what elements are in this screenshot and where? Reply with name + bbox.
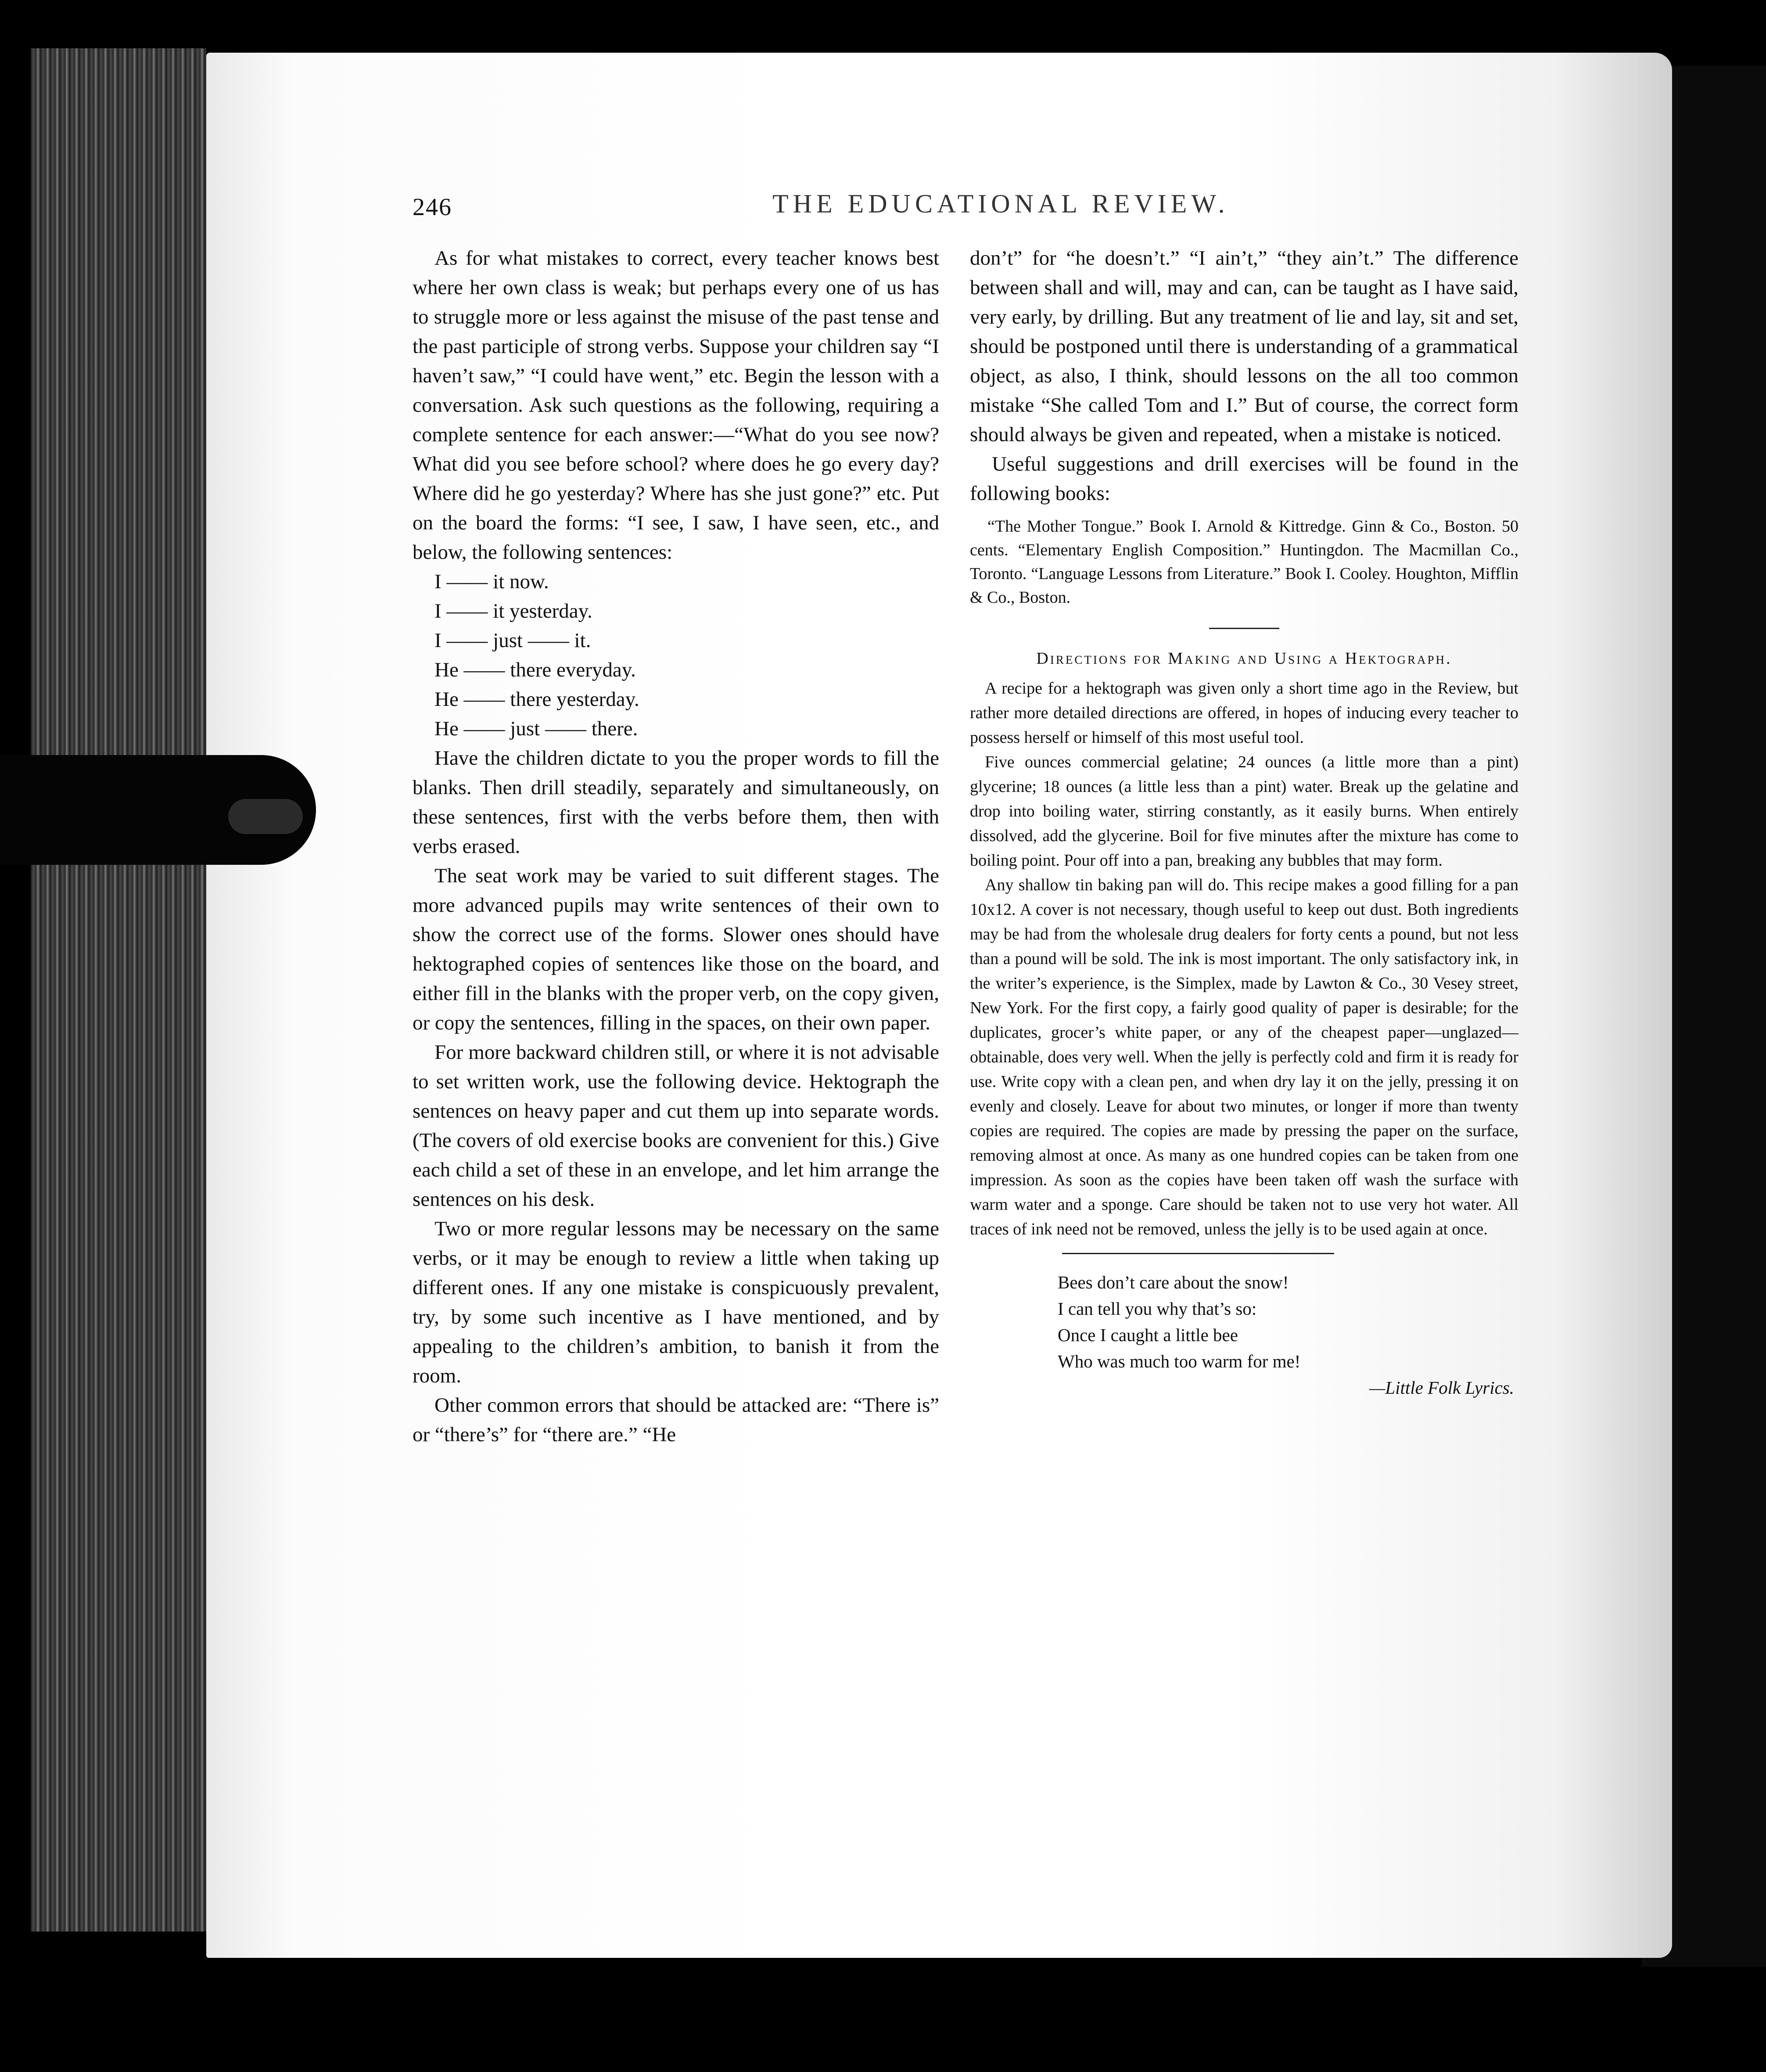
right-column: [970, 244, 1518, 1401]
paragraph: Any shallow tin baking pan will do. This recipe makes a good filling for a pan 10x12. A cover is not necessary, though useful to keep out dust. Both ingredients may be had from the wholesale drug dealers for forty cents a pound, but not less than a pound will be sold. The ink is most important. The only satisfactory ink, in the writer’s experience, is the Simplex, made by Lawton & Co., 30 Vesey street, New York. For the first copy, a fairly good quality of paper is desirable; for the duplicates, grocer’s white paper, or any of the cheapest paper—unglazed—obtainable, does very well. When the jelly is perfectly cold and firm it is ready for use. Write copy with a clean pen, and when dry lay it on the jelly, pressing it on evenly and closely. Leave for about two minutes, or longer if more than twenty copies are required. The copies are made by pressing the paper on the surface, removing almost at once. As many as one hundred copies can be taken from one impression. As soon as the copies have been taken off wash the surface with warm water and a sponge. Care should be taken not to use very hot water. All traces of ink need not be removed, unless the jelly is to be used again at once.: [970, 876, 1518, 1238]
page-number: 246: [413, 194, 452, 221]
poem-divider: [1062, 1253, 1334, 1254]
paragraph: Five ounces commercial gelatine; 24 ounces (a little more than a pint) glycerine; 18 ounces (a little less than a pint) water. Break up the gelatine and drop into boiling water, stirring constantly, as it easily burns. When entirely dissolved, add the glycerine. Boil for five minutes after the mixture has come to boiling point. Pour off into a pan, breaking any bubbles that may form.: [970, 753, 1518, 870]
drill-line: He —— there yesterday.: [434, 688, 639, 711]
running-head: [413, 189, 1501, 233]
poem-line: Who was much too warm for me!: [1058, 1351, 1301, 1371]
poem-line: Once I caught a little bee: [1058, 1325, 1238, 1345]
paragraph: Other common errors that should be attacked are: “There is” or “there’s” for “there are.” “He: [413, 1394, 939, 1446]
paragraph: The seat work may be varied to suit different stages. The more advanced pupils may write sentences of their own to show the correct use of the forms. Slower ones should have hektographed copies of sentences like those on the board, and either fill in the blanks with the proper verb, on the copy given, or copy the sentences, filling in the spaces, on their own paper.: [413, 864, 939, 1034]
poem-line: I can tell you why that’s so:: [1058, 1299, 1257, 1319]
paragraph: A recipe for a hektograph was given only a short time ago in the Review, but rather more detailed directions are offered, in hopes of inducing every teacher to possess herself or himself of this most useful tool.: [970, 679, 1518, 747]
left-column: [413, 244, 939, 1450]
poem-line: Bees don’t care about the snow!: [1058, 1272, 1289, 1292]
section-title: Directions for Making and Using a Hektograph.: [1036, 649, 1452, 668]
poem-credit: —Little Folk Lyrics.: [1369, 1378, 1514, 1398]
drill-line: I —— it now.: [434, 570, 549, 593]
book-page-edges: [31, 48, 206, 1932]
paragraph: As for what mistakes to correct, every teacher knows best where her own class is weak; but perhaps every one of us has to struggle more or less against the misuse of the past tense and the past participle of strong verbs. Suppose your children say “I haven’t saw,” “I could have went,” etc. Begin the lesson with a conversation. Ask such questions as the following, requiring a complete sentence for each answer:—“What do you see now? What did you see before school? where does he go every day? Where did he go yesterday? Where has she just gone?” etc. Put on the board the forms: “I see, I saw, I have seen, etc., and below, the following sentences:: [413, 247, 939, 564]
thumb-highlight: [228, 799, 303, 834]
paragraph: Two or more regular lessons may be necessary on the same verbs, or it may be enough to review a little when taking up different ones. If any one mistake is conspicuously prevalent, try, by some such incentive as I have mentioned, and by appealing to the children’s ambition, to banish it from the room.: [413, 1217, 939, 1387]
drill-line: He —— there everyday.: [434, 658, 636, 681]
reference-list: “The Mother Tongue.” Book I. Arnold & Kittredge. Ginn & Co., Boston. 50 cents. “Elementary English Composition.” Huntingdon. The Macmillan Co., Toronto. “Language Lessons from Literature.” Book I. Cooley. Houghton, Mifflin & Co., Boston.: [970, 517, 1518, 607]
paragraph: Have the children dictate to you the proper words to fill the blanks. Then drill steadily, separately and simultaneously, on these sentences, first with the verbs before them, then with verbs erased.: [413, 747, 939, 858]
drill-line: I —— it yesterday.: [434, 600, 592, 622]
paragraph: Useful suggestions and drill exercises will be found in the following books:: [970, 453, 1518, 505]
book-references: [970, 514, 1518, 609]
hektograph-directions: [970, 676, 1518, 1241]
paragraph: don’t” for “he doesn’t.” “I ain’t,” “they ain’t.” The difference between shall and will, may and can, can be taught as I have said, very early, by drilling. But any treatment of lie and lay, sit and set, should be postponed until there is understanding of a grammatical object, as also, I think, should lessons on the all too common mistake “She called Tom and I.” But of course, the correct form should always be given and repeated, when a mistake is noticed.: [970, 247, 1518, 446]
poem: [1058, 1269, 1518, 1401]
drill-line: I —— just —— it.: [434, 629, 591, 652]
drill-sentences: [434, 567, 939, 744]
drill-line: He —— just —— there.: [434, 717, 638, 740]
section-divider: [1209, 628, 1279, 629]
paragraph: For more backward children still, or where it is not advisable to set written work, use the following device. Hektograph the sentences on heavy paper and cut them up into separate words. (The covers of old exercise books are convenient for this.) Give each child a set of these in an envelope, and let him arrange the sentences on his desk.: [413, 1041, 939, 1211]
journal-title: THE EDUCATIONAL REVIEW.: [772, 189, 1229, 218]
